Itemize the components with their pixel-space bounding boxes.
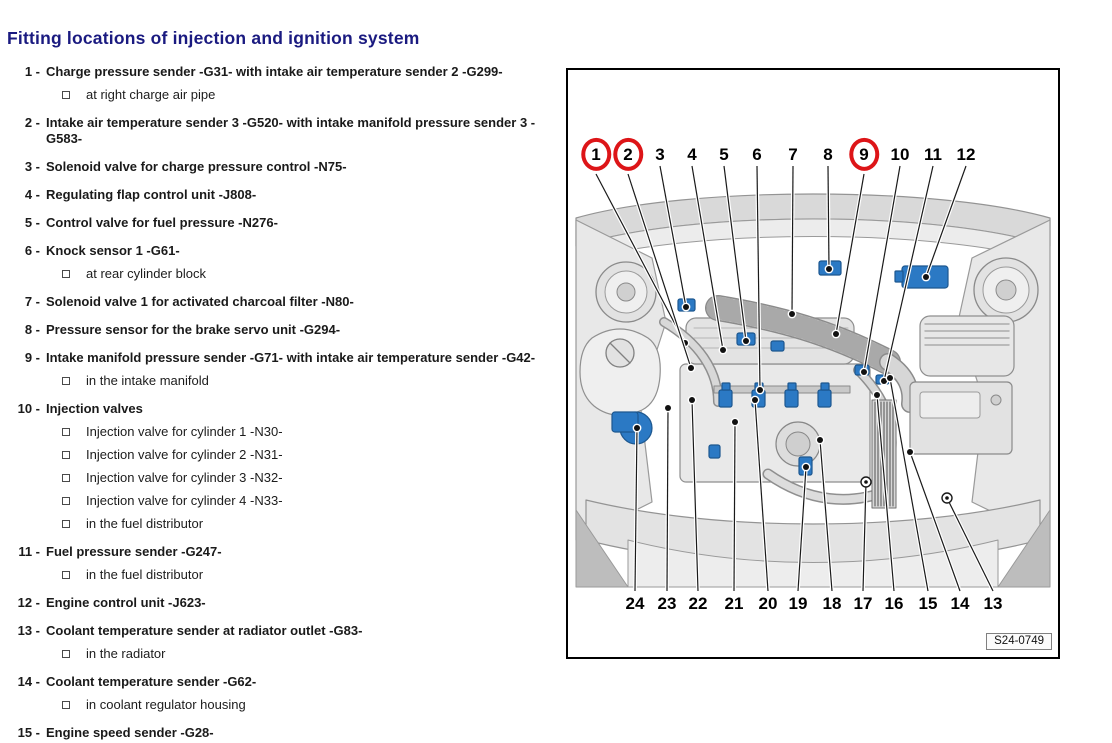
callout-18: 18 [822,594,842,613]
callout-5: 5 [719,145,729,164]
callout-14: 14 [950,594,970,613]
legend-item-9 [0,350,558,366]
callout-9-circled: 9 [859,145,869,164]
legend-subitem-label: in the fuel distributor [86,516,204,531]
square-bullet-icon [62,650,70,658]
callout-11: 11 [924,145,942,164]
legend-item-number: 8 - [24,322,40,337]
callout-6: 6 [752,145,762,164]
legend-subitem [0,447,558,463]
legend-item-number: 6 - [24,243,40,258]
legend-subitem [0,373,558,389]
legend-subitem [0,516,558,532]
callout-10: 10 [890,145,910,164]
legend-item-11 [0,544,558,560]
legend-item-label: Solenoid valve for charge pressure control -N75- [46,159,347,174]
legend-item-number: 10 - [17,401,40,416]
legend-subitem [0,87,558,103]
legend-item-number: 15 - [17,725,40,740]
legend-item-label: Solenoid valve 1 for activated charcoal filter -N80- [46,294,354,309]
square-bullet-icon [62,571,70,579]
legend-item-10 [0,401,558,417]
legend-subitem [0,493,558,509]
legend-subitem-label: in coolant regulator housing [86,697,246,712]
square-bullet-icon [62,497,70,505]
legend-item-label: Intake manifold pressure sender -G71- with intake air temperature sender -G42- [46,350,536,365]
callout-2-circled: 2 [623,145,633,164]
legend-subitem-label: in the radiator [86,646,166,661]
legend-subitem [0,424,558,440]
legend-item-2 [0,115,558,147]
legend-item-label: Charge pressure sender -G31- with intake air temperature sender 2 -G299- [46,64,503,79]
legend-subitem-label: Injection valve for cylinder 1 -N30- [86,424,283,439]
legend-item-14 [0,674,558,690]
legend-item-number: 2 - [24,115,40,130]
legend-item-label: Engine speed sender -G28- [46,725,214,740]
legend-item-number: 7 - [24,294,40,309]
callout-1-circled: 1 [591,145,601,164]
callout-17: 17 [853,594,873,613]
legend-item-number: 11 - [18,544,40,559]
legend-subitem-label: Injection valve for cylinder 3 -N32- [86,470,283,485]
legend-item-number: 13 - [17,623,40,638]
legend-item-number: 9 - [24,350,40,365]
callout-21: 21 [724,594,744,613]
callout-20: 20 [758,594,778,613]
callout-19: 19 [788,594,808,613]
callout-8: 8 [823,145,833,164]
callout-7: 7 [788,145,798,164]
legend-item-number: 1 - [24,64,40,79]
callout-4: 4 [687,145,697,164]
page-title: Fitting locations of injection and ignition system [7,28,420,48]
legend-subitem-label: in the fuel distributor [86,567,204,582]
legend-item-label: Injection valves [46,401,143,416]
square-bullet-icon [62,377,70,385]
legend-item-label: Control valve for fuel pressure -N276- [46,215,278,230]
legend-item-number: 12 - [17,595,40,610]
legend-subitem-label: at rear cylinder block [86,266,206,281]
legend-subitem-label: at right charge air pipe [86,87,216,102]
callout-24: 24 [625,594,645,613]
figure-code: S24-0749 [994,635,1044,647]
legend-item-number: 14 - [17,674,40,689]
callout-3: 3 [655,145,665,164]
legend-item-label: Intake air temperature sender 3 -G520- with intake manifold pressure sender 3 -G583- [46,115,536,146]
legend-subitem [0,470,558,486]
callout-16: 16 [884,594,904,613]
legend-subitem [0,697,558,713]
legend-subitem-label: in the intake manifold [86,373,209,388]
figure-code-box [986,633,1052,650]
legend-item-4 [0,187,558,203]
square-bullet-icon [62,428,70,436]
callout-15: 15 [918,594,938,613]
legend-item-label: Coolant temperature sender -G62- [46,674,257,689]
legend-item-5 [0,215,558,231]
square-bullet-icon [62,520,70,528]
legend-item-6 [0,243,558,259]
square-bullet-icon [62,701,70,709]
callout-13: 13 [983,594,1003,613]
legend-item-12 [0,595,558,611]
square-bullet-icon [62,451,70,459]
legend-subitem [0,266,558,282]
legend-item-7 [0,294,558,310]
legend-item-13 [0,623,558,639]
legend-item-label: Fuel pressure sender -G247- [46,544,222,559]
legend-subitem [0,567,558,583]
legend-item-label: Regulating flap control unit -J808- [46,187,257,202]
engine-bay-artwork [576,194,1050,587]
legend-item-1 [0,64,558,80]
legend-item-label: Knock sensor 1 -G61- [46,243,180,258]
callout-23: 23 [657,594,677,613]
legend-item-15 [0,725,558,741]
legend-item-number: 3 - [24,159,40,174]
callout-22: 22 [688,594,708,613]
legend-item-label: Engine control unit -J623- [46,595,206,610]
square-bullet-icon [62,270,70,278]
callout-12: 12 [956,145,976,164]
legend-list [0,50,558,741]
legend-subitem-label: Injection valve for cylinder 4 -N33- [86,493,283,508]
diagram-panel [566,68,1060,659]
legend-item-label: Coolant temperature sender at radiator outlet -G83- [46,623,363,638]
legend-item-number: 4 - [24,187,40,202]
legend-item-number: 5 - [24,215,40,230]
legend-item-3 [0,159,558,175]
legend-subitem [0,646,558,662]
legend-item-label: Pressure sensor for the brake servo unit -G294- [46,322,341,337]
square-bullet-icon [62,474,70,482]
square-bullet-icon [62,91,70,99]
legend-item-8 [0,322,558,338]
legend-subitem-label: Injection valve for cylinder 2 -N31- [86,447,283,462]
